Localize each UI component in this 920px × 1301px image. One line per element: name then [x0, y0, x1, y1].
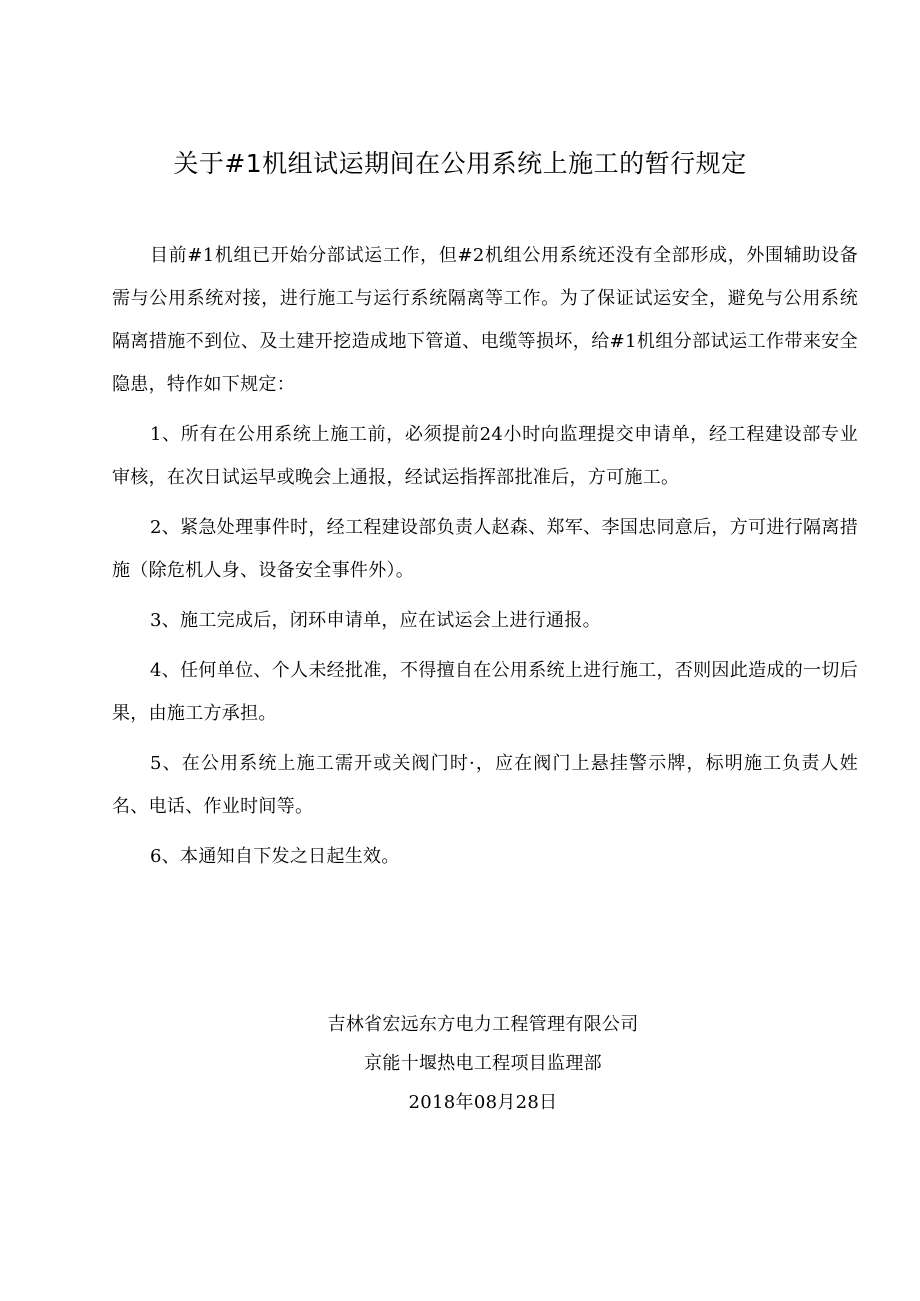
signature-company: 吉林省宏远东方电力工程管理有限公司 [327, 1014, 639, 1035]
rule-6: 6、本通知自下发之日起生效。 [150, 846, 400, 867]
document-body [112, 234, 858, 878]
signature-date: 2018年08月28日 [408, 1092, 558, 1113]
signature-block [0, 1005, 920, 1122]
rule-5: 5、在公用系统上施工需开或关阀门时·，应在阀门上悬挂警示牌，标明施工负责人姓名、电话、作业时间等。 [112, 753, 858, 817]
rule-2: 2、紧急处理事件时，经工程建设部负责人赵森、郑军、李国忠同意后，方可进行隔离措施（除危机人身、设备安全事件外）。 [112, 517, 858, 581]
signature-department: 京能十堰热电工程项目监理部 [364, 1053, 602, 1074]
rule-1: 1、所有在公用系统上施工前，必须提前24小时向监理提交申请单，经工程建设部专业审核，在次日试运早或晚会上通报，经试运指挥部批准后，方可施工。 [112, 424, 858, 488]
rule-4: 4、任何单位、个人未经批准，不得擅自在公用系统上进行施工，否则因此造成的一切后果，由施工方承担。 [112, 660, 858, 724]
rule-3: 3、施工完成后，闭环申请单，应在试运会上进行通报。 [150, 610, 601, 631]
document-title: 关于#1机组试运期间在公用系统上施工的暂行规定 [173, 149, 747, 178]
intro-paragraph: 目前#1机组已开始分部试运工作，但#2机组公用系统还没有全部形成，外围辅助设备需与公用系统对接，进行施工与运行系统隔离等工作。为了保证试运安全，避免与公用系统隔离措施不到位、及土建开挖造成地下管道、电缆等损坏，给#1机组分部试运工作带来安全隐患，特作如下规定： [112, 245, 858, 395]
